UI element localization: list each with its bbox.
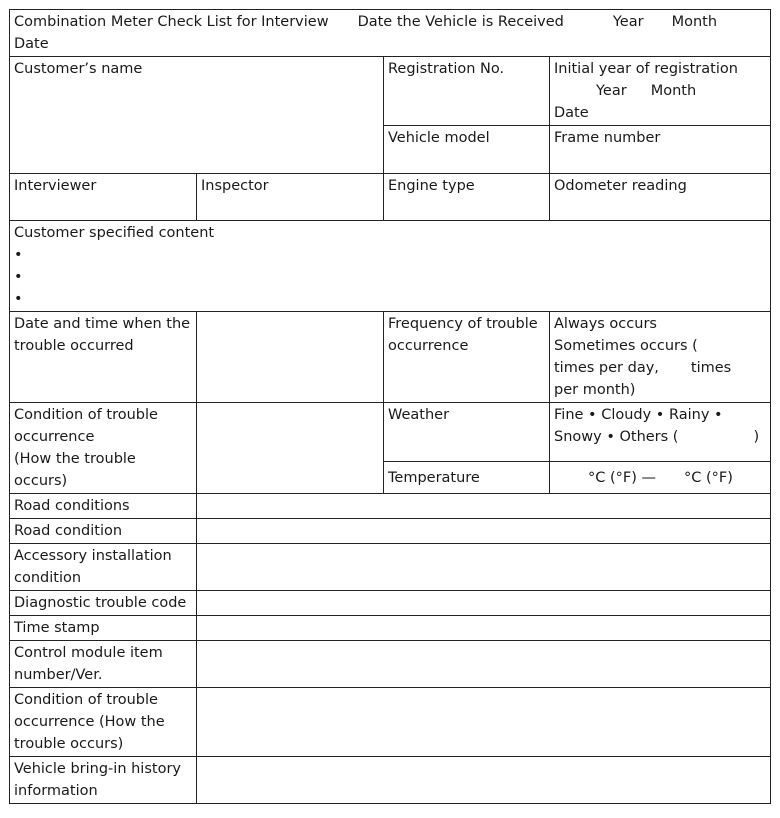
date-time-label-cell <box>10 312 197 403</box>
received-month-label: Month <box>671 14 718 30</box>
weather-options-line2[interactable]: Snowy • Others ( <box>554 429 679 445</box>
frame-number-label: Frame number <box>554 130 661 146</box>
customer-content-row <box>10 221 771 312</box>
staff-row <box>10 174 771 221</box>
form-title: Combination Meter Check List for Interview <box>14 14 329 30</box>
table-row <box>10 591 771 616</box>
engine-type-label: Engine type <box>388 178 475 194</box>
row-label-cell <box>10 544 197 591</box>
road-condition-label: Road condition <box>14 523 123 539</box>
interviewer-label: Interviewer <box>14 178 97 194</box>
occurrence-row <box>10 312 771 403</box>
content-bullet: • <box>14 291 23 307</box>
temperature-label-cell <box>384 462 550 494</box>
condition-label-cell <box>10 403 197 494</box>
accessory-installation-label: Accessory installation condition <box>14 548 172 586</box>
inspector-field[interactable] <box>197 174 384 221</box>
temperature-value-field[interactable] <box>550 462 771 494</box>
inspector-label: Inspector <box>201 178 269 194</box>
registration-no-field[interactable] <box>384 57 550 126</box>
table-row <box>10 757 771 804</box>
interviewer-field[interactable] <box>10 174 197 221</box>
vehicle-model-field[interactable] <box>384 126 550 174</box>
received-year-label: Year <box>612 14 644 30</box>
condition-label: Condition of trouble occurrence <box>14 407 158 445</box>
option-always-occurs[interactable]: Always occurs <box>554 316 657 332</box>
temperature-to-unit: °C (°F) <box>684 470 733 486</box>
option-sometimes-occurs[interactable]: Sometimes occurs ( <box>554 338 698 354</box>
frequency-label-cell <box>384 312 550 403</box>
trouble-condition-label: Condition of trouble occurrence (How the trouble occurs) <box>14 692 165 752</box>
weather-close-paren: ) <box>753 429 760 445</box>
condition-value-field[interactable] <box>197 403 384 494</box>
bring-in-history-field[interactable] <box>197 757 771 804</box>
row-label-cell <box>10 641 197 688</box>
trouble-condition-field[interactable] <box>197 688 771 757</box>
time-stamp-label: Time stamp <box>14 620 100 636</box>
registration-no-label: Registration No. <box>388 61 505 77</box>
row-label-cell <box>10 494 197 519</box>
received-date-day-label: Date <box>14 36 49 52</box>
diagnostic-trouble-code-label: Diagnostic trouble code <box>14 595 187 611</box>
customer-name-field[interactable] <box>10 57 384 174</box>
weather-options-line1[interactable]: Fine • Cloudy • Rainy • <box>554 407 723 423</box>
weather-options-cell[interactable] <box>550 403 771 462</box>
table-row <box>10 494 771 519</box>
header-cell <box>10 10 771 57</box>
bring-in-history-label: Vehicle bring-in history information <box>14 761 181 799</box>
weather-label-cell <box>384 403 550 462</box>
table-row <box>10 544 771 591</box>
frequency-label: Frequency of trouble occurrence <box>388 316 538 354</box>
initial-date-label: Date <box>554 105 589 121</box>
row-label-cell <box>10 616 197 641</box>
per-month-label: per month) <box>554 382 636 398</box>
date-time-value-field[interactable] <box>197 312 384 403</box>
road-conditions-label: Road conditions <box>14 498 130 514</box>
initial-year-label: Year <box>596 83 627 99</box>
initial-registration-label: Initial year of registration <box>554 61 738 77</box>
table-row <box>10 616 771 641</box>
odometer-label: Odometer reading <box>554 178 687 194</box>
customer-content-field[interactable] <box>10 221 771 312</box>
initial-registration-field[interactable] <box>550 57 771 126</box>
weather-label: Weather <box>388 407 450 423</box>
vehicle-model-label: Vehicle model <box>388 130 490 146</box>
row-label-cell <box>10 757 197 804</box>
frame-number-field[interactable] <box>550 126 771 174</box>
table-row <box>10 519 771 544</box>
registration-row <box>10 57 771 126</box>
temperature-from-unit: °C (°F) — <box>588 470 656 486</box>
control-module-label: Control module item number/Ver. <box>14 645 163 683</box>
time-stamp-field[interactable] <box>197 616 771 641</box>
header-row <box>10 10 771 57</box>
weather-row <box>10 403 771 462</box>
content-bullet: • <box>14 269 23 285</box>
diagnostic-trouble-code-field[interactable] <box>197 591 771 616</box>
interview-checklist-table <box>9 9 771 804</box>
date-time-label: Date and time when the trouble occurred <box>14 316 191 354</box>
temperature-label: Temperature <box>388 470 480 486</box>
received-date-label: Date the Vehicle is Received <box>357 14 564 30</box>
times-label: times <box>690 360 732 376</box>
row-label-cell <box>10 519 197 544</box>
control-module-field[interactable] <box>197 641 771 688</box>
odometer-field[interactable] <box>550 174 771 221</box>
table-row <box>10 641 771 688</box>
content-bullet: • <box>14 247 23 263</box>
customer-name-label: Customer’s name <box>14 61 143 77</box>
times-per-day-label: times per day, <box>554 360 659 376</box>
row-label-cell <box>10 591 197 616</box>
condition-sub-label: (How the trouble occurs) <box>14 451 136 489</box>
accessory-installation-field[interactable] <box>197 544 771 591</box>
row-label-cell <box>10 688 197 757</box>
table-row <box>10 688 771 757</box>
road-condition-field[interactable] <box>197 519 771 544</box>
initial-month-label: Month <box>650 83 697 99</box>
engine-type-field[interactable] <box>384 174 550 221</box>
road-conditions-field[interactable] <box>197 494 771 519</box>
customer-content-label: Customer specified content <box>14 225 215 241</box>
frequency-options-cell[interactable] <box>550 312 771 403</box>
